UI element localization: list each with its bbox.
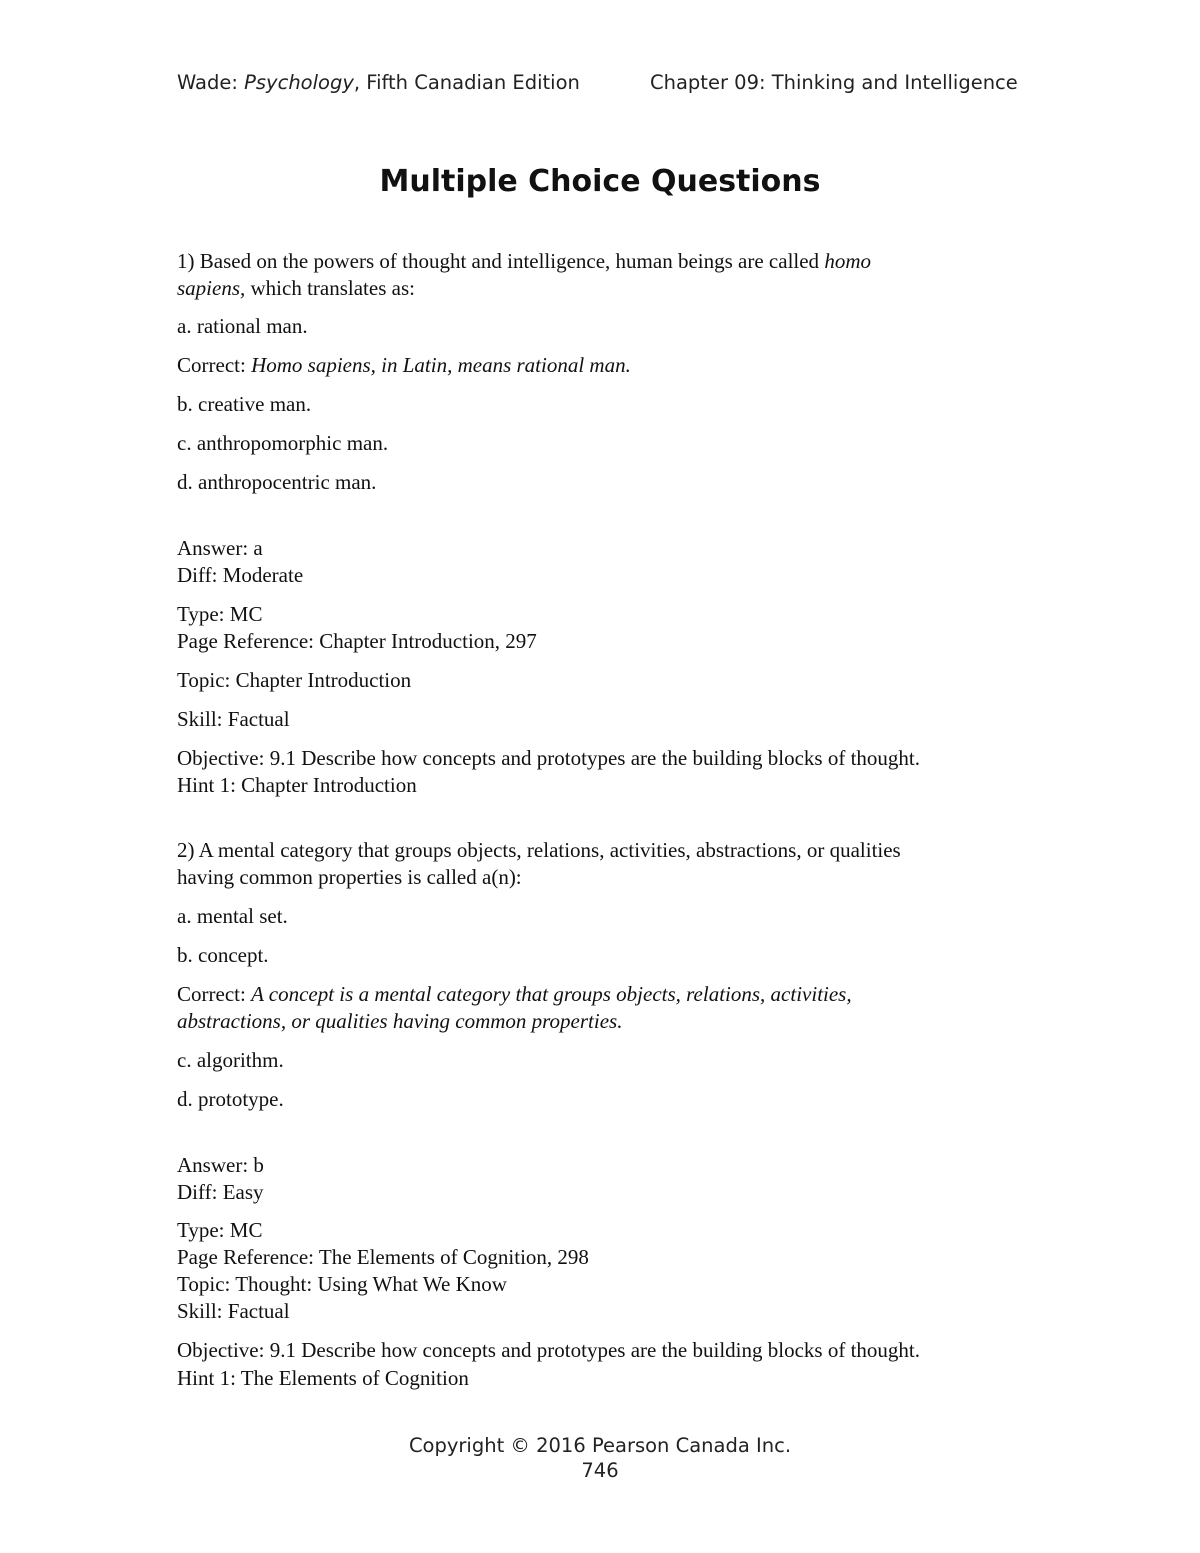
header-book-name: Psychology (244, 71, 354, 94)
page-title: Multiple Choice Questions (379, 164, 821, 199)
q2-answer: Answer: b (177, 1153, 264, 1177)
q1-hint: Hint 1: Chapter Introduction (177, 773, 417, 797)
q1-option-b: b. creative man. (177, 392, 312, 416)
q1-difficulty: Diff: Moderate (177, 563, 304, 587)
q1-stem-text-2: which translates as: (245, 276, 415, 300)
header-author: Wade: (177, 71, 245, 94)
q1-correct-text: Homo sapiens, in Latin, means rational man. (251, 353, 631, 377)
q2-stem-line1: 2) A mental category that groups objects, relations, activities, abstractions, or qualities (177, 838, 901, 862)
q1-stem-line1 (177, 248, 871, 275)
q1-type: Type: MC (177, 602, 263, 626)
q2-correct-feedback (177, 981, 852, 1008)
header-edition: , Fifth Canadian Edition (353, 71, 580, 94)
header-chapter: Chapter 09: Thinking and Intelligence (650, 71, 1018, 94)
q2-objective: Objective: 9.1 Describe how concepts and prototypes are the building blocks of thought. (177, 1338, 920, 1362)
q2-difficulty: Diff: Easy (177, 1180, 264, 1204)
footer-page-number: 746 (581, 1459, 619, 1482)
q2-page-reference: Page Reference: The Elements of Cognition, 298 (177, 1245, 589, 1269)
q1-option-a: a. rational man. (177, 314, 308, 338)
q1-option-d: d. anthropocentric man. (177, 470, 377, 494)
q2-skill: Skill: Factual (177, 1299, 290, 1323)
q2-option-b: b. concept. (177, 943, 269, 967)
footer-copyright: Copyright © 2016 Pearson Canada Inc. (408, 1434, 792, 1457)
q2-option-c: c. algorithm. (177, 1048, 284, 1072)
q2-correct-label: Correct: (177, 982, 252, 1006)
q2-correct-text-1: A concept is a mental category that groups objects, relations, activities, (251, 982, 852, 1006)
q1-answer: Answer: a (177, 536, 263, 560)
header-book-title (177, 71, 580, 94)
q2-stem-line2: having common properties is called a(n): (177, 865, 522, 889)
q2-option-a: a. mental set. (177, 904, 288, 928)
q1-correct-label: Correct: (177, 353, 252, 377)
q1-stem-line2 (177, 275, 415, 302)
q1-correct-feedback (177, 352, 631, 379)
q1-stem-italic: homo (824, 249, 871, 273)
q1-page-reference: Page Reference: Chapter Introduction, 297 (177, 629, 537, 653)
q2-topic: Topic: Thought: Using What We Know (177, 1272, 507, 1296)
q2-hint: Hint 1: The Elements of Cognition (177, 1366, 469, 1390)
q1-objective: Objective: 9.1 Describe how concepts and prototypes are the building blocks of thought. (177, 746, 920, 770)
q2-option-d: d. prototype. (177, 1087, 284, 1111)
q1-skill: Skill: Factual (177, 707, 290, 731)
q1-stem-text: 1) Based on the powers of thought and intelligence, human beings are called (177, 249, 825, 273)
q1-option-c: c. anthropomorphic man. (177, 431, 389, 455)
q1-stem-italic-2: sapiens, (177, 276, 246, 300)
q2-type: Type: MC (177, 1218, 263, 1242)
q1-topic: Topic: Chapter Introduction (177, 668, 412, 692)
q2-correct-text-2: abstractions, or qualities having common properties. (177, 1009, 623, 1033)
